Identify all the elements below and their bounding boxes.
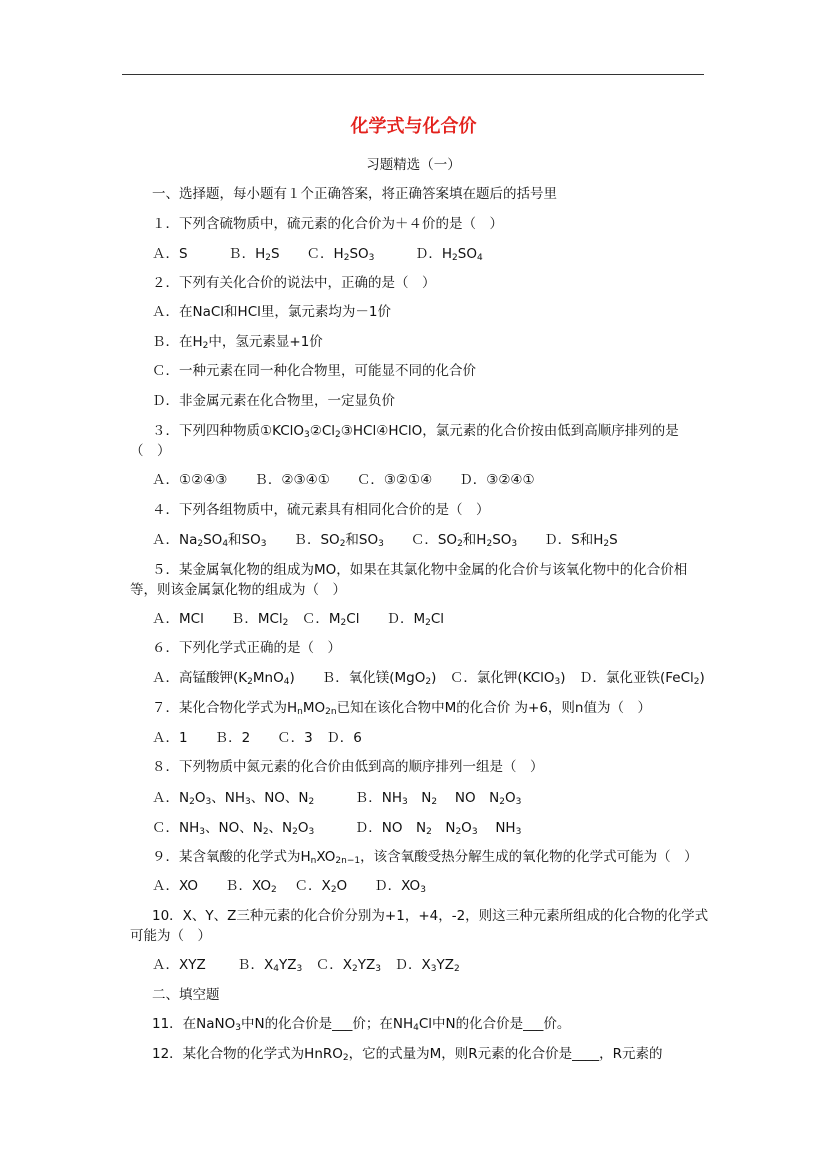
question-2: ２．下列有关化合价的说法中，正确的是（ ）	[152, 275, 436, 291]
question-2-option-c: Ｃ．一种元素在同一种化合物里，可能显不同的化合价	[152, 363, 476, 379]
question-5: ５．某金属氧化物的组成为MO，如果在其氯化物中金属的化合价与该氧化物中的化合价相等，则该金属氯化物的组成为（ ）	[130, 562, 688, 598]
question-10-options: Ａ．XYZ Ｂ．$X_4YZ_3$ Ｃ．$X_2YZ_3$ Ｄ．$X_3YZ_2$	[152, 957, 460, 974]
question-9-options: Ａ．XO Ｂ．$XO_2$ Ｃ．$X_2O$ Ｄ．$XO_3$	[152, 878, 426, 895]
page-title: 化学式与化合价	[350, 116, 477, 137]
question-8-options-cd: Ｃ．$NH_3$、NO、$N_2$、$N_2O_3$ Ｄ．NO $N_2$ $N_2O_3$ $NH_3$	[152, 820, 522, 837]
page-subtitle: 习题精选（一）	[366, 157, 461, 173]
question-3: ３．下列四种物质$①KClO_3②Cl_2③HCl④HClO$，氯元素的化合价按由低到高顺序排列的是（ ）	[130, 423, 679, 459]
question-10: 10．X、Y、Z三种元素的化合价分别为+1，+4，-2，则这三种元素所组成的化合物的化学式可能为（ ）	[130, 908, 709, 944]
question-6: ６．下列化学式正确的是（ ）	[152, 640, 341, 656]
question-3-options: Ａ．①②④③ Ｂ．②③④① Ｃ．③②①④ Ｄ．③②④①	[152, 472, 535, 488]
question-4: ４．下列各组物质中，硫元素具有相同化合价的是（ ）	[152, 502, 490, 518]
question-6-options: Ａ．高锰酸钾$(K_2MnO_4)$ Ｂ．氧化镁(MgO$_2$) Ｃ．氯化钾(KClO$_3$) Ｄ．氯化亚铁(FeCl$_2$)	[152, 670, 705, 687]
header-rule	[122, 74, 704, 75]
section-heading-fill: 二、填空题	[152, 987, 220, 1003]
question-9: ９．某含氧酸的化学式为$H_nXO_{2n-1}$，该含氧酸受热分解生成的氧化物的化学式可能为（ ）	[152, 849, 698, 866]
question-12: 12．某化合物的化学式为HnRO$_2$，它的式量为M，则R元素的化合价是____，R元素的	[152, 1046, 663, 1063]
question-8-options-ab: Ａ．$N_2O_3$、$NH_3$、NO、$N_2$ Ｂ．$NH_3$ $N_2$ NO $N_2O_3$	[152, 790, 522, 807]
question-7: ７．某化合物化学式为$H_nMO_{2n}$已知在该化合物中M的化合价 为+6，则n值为（ ）	[152, 700, 651, 717]
question-7-options: Ａ．1 Ｂ．2 Ｃ．3 Ｄ．6	[152, 730, 362, 746]
question-1: １．下列含硫物质中，硫元素的化合价为＋４价的是（ ）	[152, 216, 503, 232]
section-heading-choice: 一、选择题，每小题有１个正确答案，将正确答案填在题后的括号里	[152, 186, 557, 202]
question-1-options: Ａ．S Ｂ．$H_2S$ Ｃ．$H_2SO_3$ Ｄ．$H_2SO_4$	[152, 246, 483, 263]
question-5-options: Ａ．MCl Ｂ．MCl$_2$ Ｃ．$M_2Cl$ Ｄ．$M_2Cl$	[152, 611, 445, 628]
question-2-option-b: Ｂ．在$H_2$中，氢元素显+1价	[152, 334, 323, 351]
question-8: ８．下列物质中氮元素的化合价由低到高的顺序排列一组是（ ）	[152, 759, 544, 775]
question-2-option-d: Ｄ．非金属元素在化合物里，一定显负价	[152, 393, 395, 409]
question-11: 11．在NaNO$_3$中N的化合价是___价；在$NH_4Cl$中N的化合价是___价。	[152, 1016, 571, 1033]
question-2-option-a: Ａ．在NaCl和HCl里，氯元素均为－1价	[152, 304, 391, 320]
question-4-options: Ａ．$Na_2SO_4$和$SO_3$ Ｂ．$SO_2$和$SO_3$ Ｃ．$SO_2$和$H_2SO_3$ Ｄ．S和$H_2S$	[152, 532, 618, 549]
